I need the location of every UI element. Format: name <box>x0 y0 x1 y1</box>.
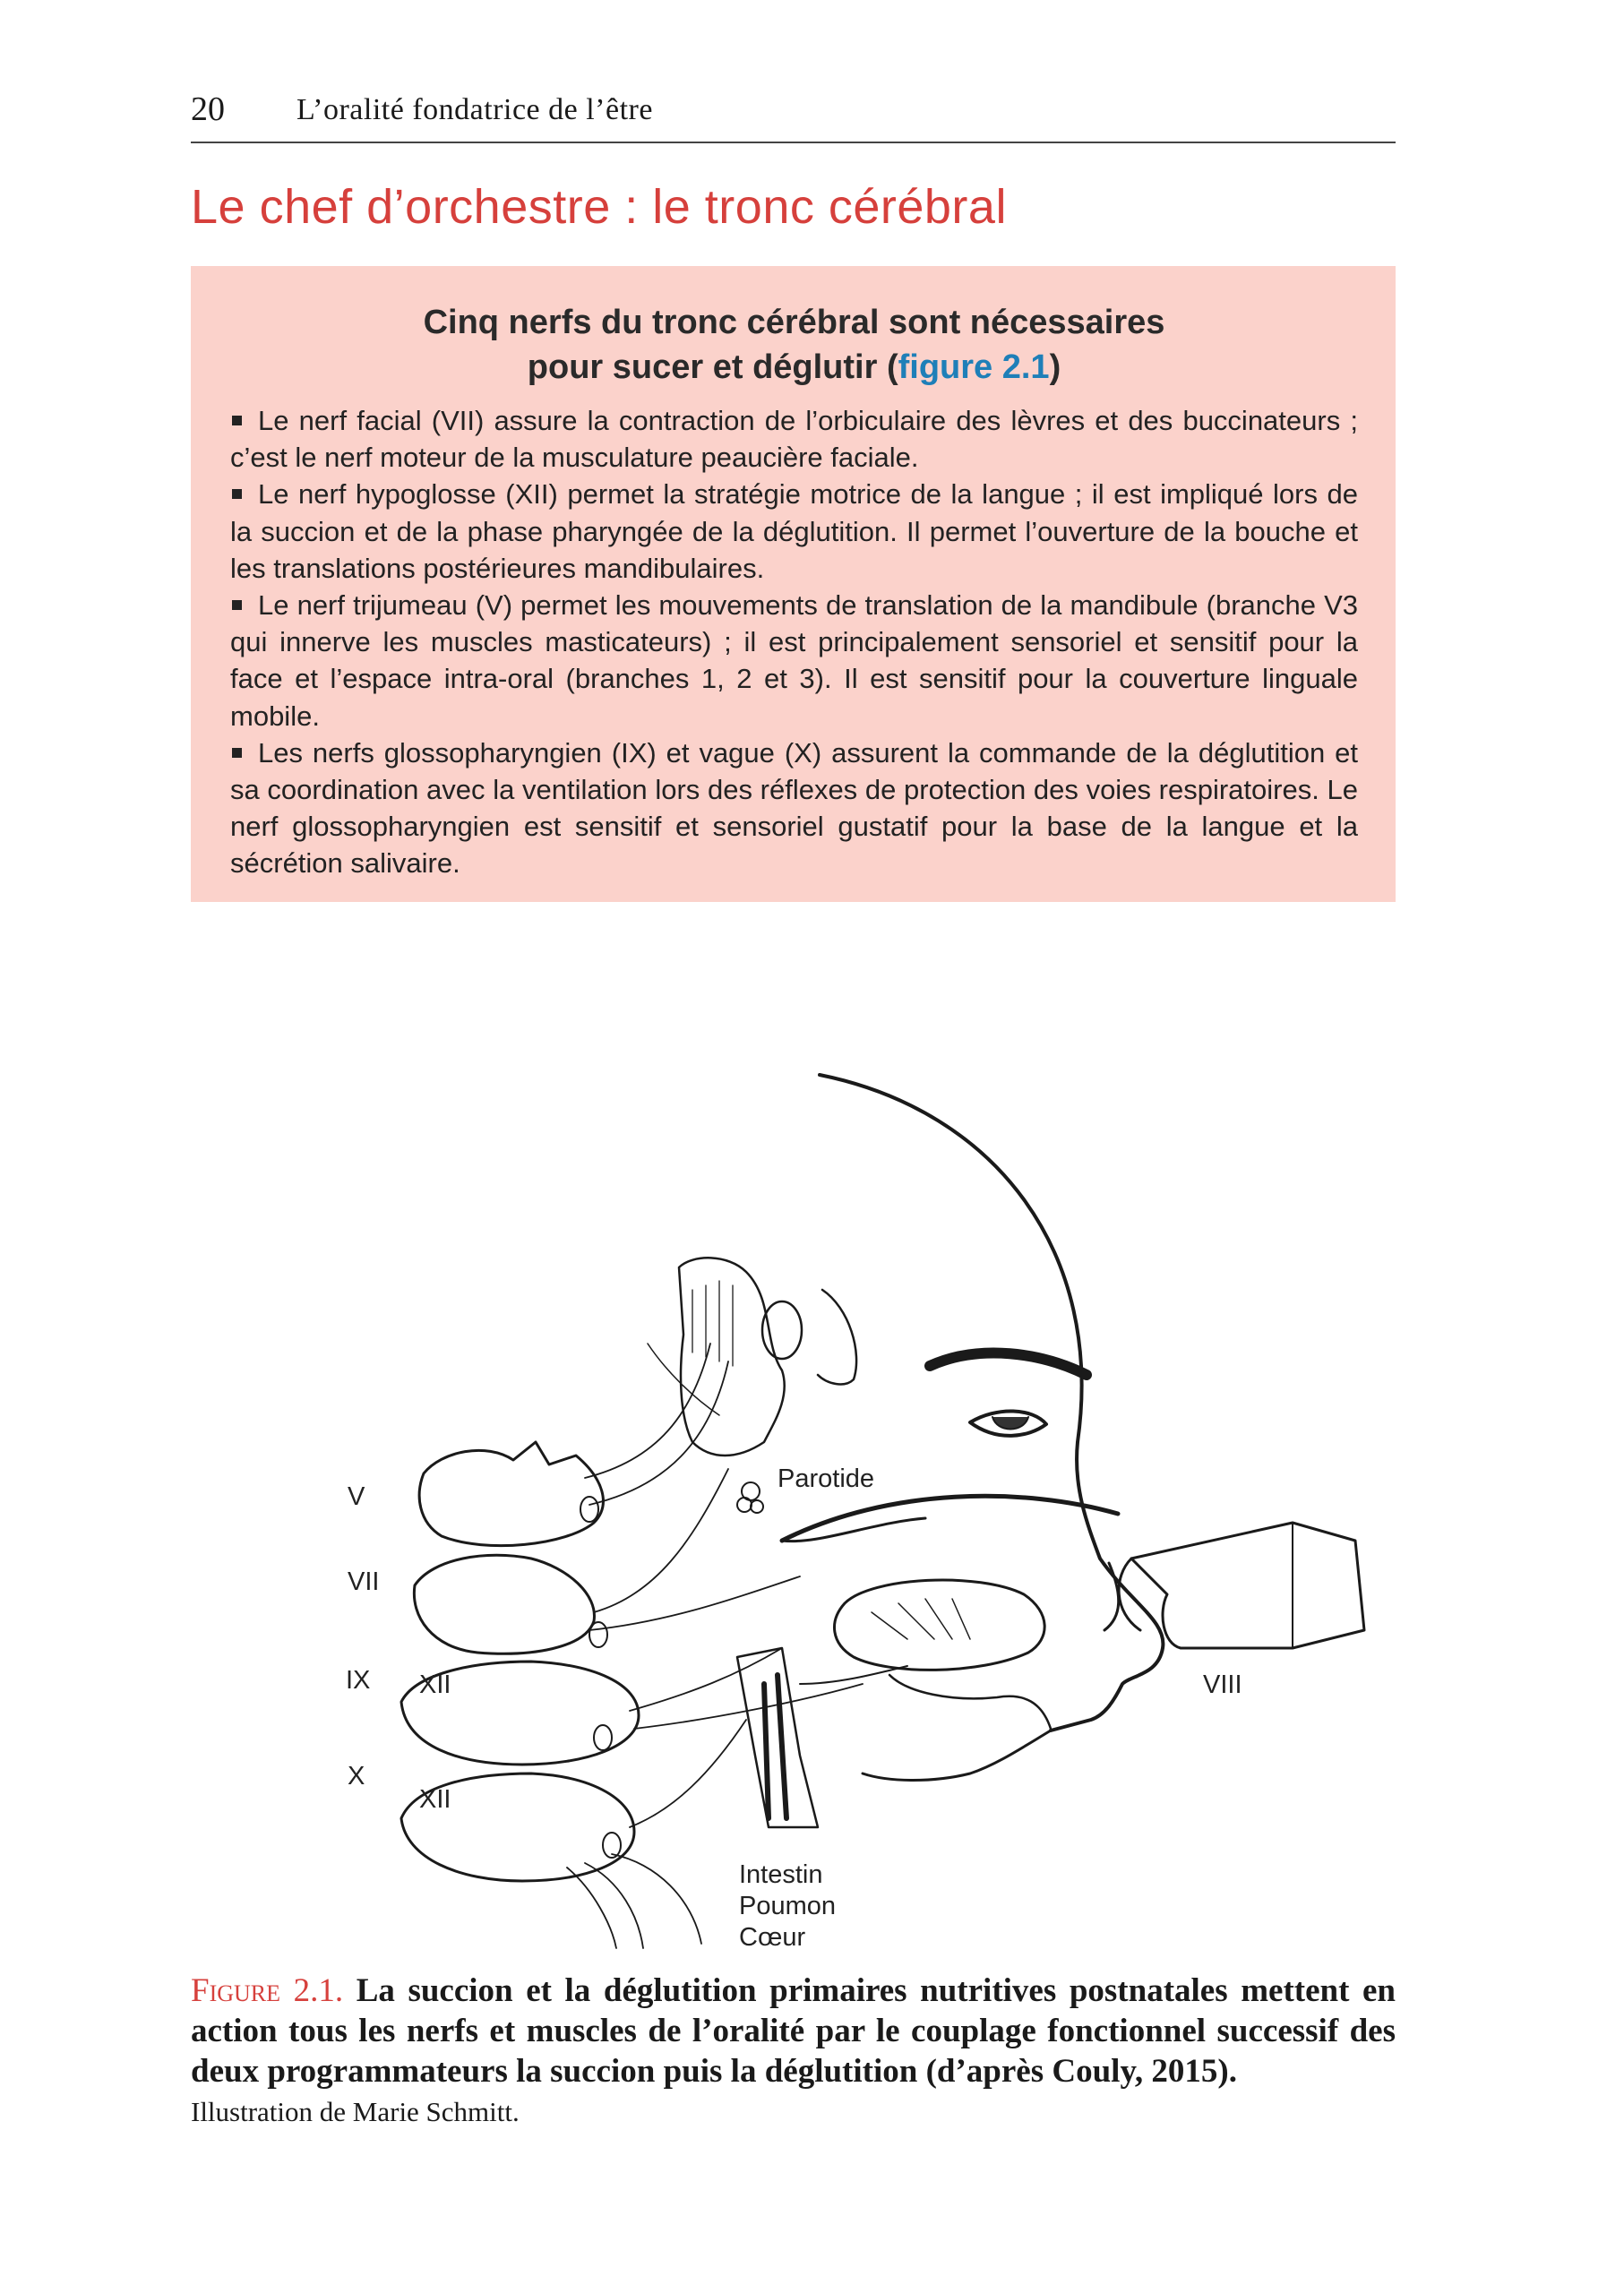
bullet-icon <box>232 489 242 499</box>
list-item: Le nerf trijumeau (V) permet les mouvements de translation de la mandibule (branche V3 qui innerve les muscles masticateurs) ; il est principalement sensoriel et sensitif pour la face et l’espace intra-oral (branches 1, 2 et 3). Il est sensitif pour la couverture linguale mobile. <box>230 589 1358 732</box>
page-number: 20 <box>191 90 225 128</box>
facial-muscles <box>679 1258 785 1456</box>
box-title-line1: Cinq nerfs du tronc cérébral sont nécessaires <box>423 304 1165 341</box>
bullet-icon <box>232 416 242 425</box>
palate <box>782 1496 1118 1541</box>
figure-number: Figure 2.1. <box>191 1972 344 2009</box>
label-ix: IX <box>346 1666 371 1695</box>
figure-caption <box>191 1971 1396 2091</box>
page-header <box>191 86 1396 143</box>
eyebrow <box>930 1353 1087 1375</box>
bullet-icon <box>232 748 242 758</box>
caption-text: La succion et la déglutition primaires nutritives postnatales mettent en action tous les nerfs et muscles de l’oralité par le couplage fonctionnel successif des deux programmateurs la succion puis la déglutition (d’après Couly, 2015). <box>191 1972 1396 2090</box>
box-title-line2-prefix: pour sucer et déglutir ( <box>527 348 898 386</box>
head-outline <box>820 1075 1163 1730</box>
bottle <box>1131 1523 1364 1648</box>
figure-illustration <box>191 1057 1396 1962</box>
anatomy-illustration <box>191 1057 1396 1962</box>
box-title-line2-suffix: ) <box>1049 348 1061 386</box>
label-vii: VII <box>348 1567 380 1596</box>
label-xii-2: XII <box>419 1785 451 1814</box>
label-xii-1: XII <box>419 1670 451 1699</box>
label-x: X <box>348 1762 365 1791</box>
list-item: Le nerf hypoglosse (XII) permet la stratégie motrice de la langue ; il est impliqué lors de la succion et de la phase pharyngée de la déglutition. Il permet l’ouverture de la bouche et les translations postérieures mandibulaires. <box>230 478 1358 584</box>
running-title: L’oralité fondatrice de l’être <box>296 93 653 126</box>
info-box <box>191 266 1396 902</box>
illustration-credit: Illustration de Marie Schmitt. <box>191 2096 520 2127</box>
label-viii: VIII <box>1203 1670 1242 1699</box>
label-coeur: Cœur <box>739 1923 806 1952</box>
jaw <box>863 1730 1051 1781</box>
label-v: V <box>348 1482 365 1511</box>
bullet-icon <box>232 600 242 610</box>
nerve-vii-slice <box>414 1555 594 1653</box>
box-title <box>230 300 1358 390</box>
section-title: Le chef d’orchestre : le tronc cérébral <box>191 180 1007 234</box>
label-parotide: Parotide <box>778 1464 875 1493</box>
list-item: Le nerf facial (VII) assure la contraction de l’orbiculaire des lèvres et des buccinateurs ; c’est le nerf moteur de la musculature peaucière faciale. <box>230 405 1358 474</box>
tongue <box>835 1580 1045 1670</box>
list-item: Les nerfs glossopharyngien (IX) et vague (X) assurent la commande de la déglutition et sa coordination avec la ventilation lors des réflexes de protection des voies respiratoires. Le nerf glossopharyngien est sensitif et sensoriel gustatif pour la base de la langue et la sécrétion salivaire. <box>230 736 1358 880</box>
label-poumon: Poumon <box>739 1892 837 1920</box>
figure-link[interactable]: figure 2.1 <box>898 348 1050 386</box>
label-intestin: Intestin <box>739 1860 823 1889</box>
nerve-v-slice <box>419 1442 603 1546</box>
